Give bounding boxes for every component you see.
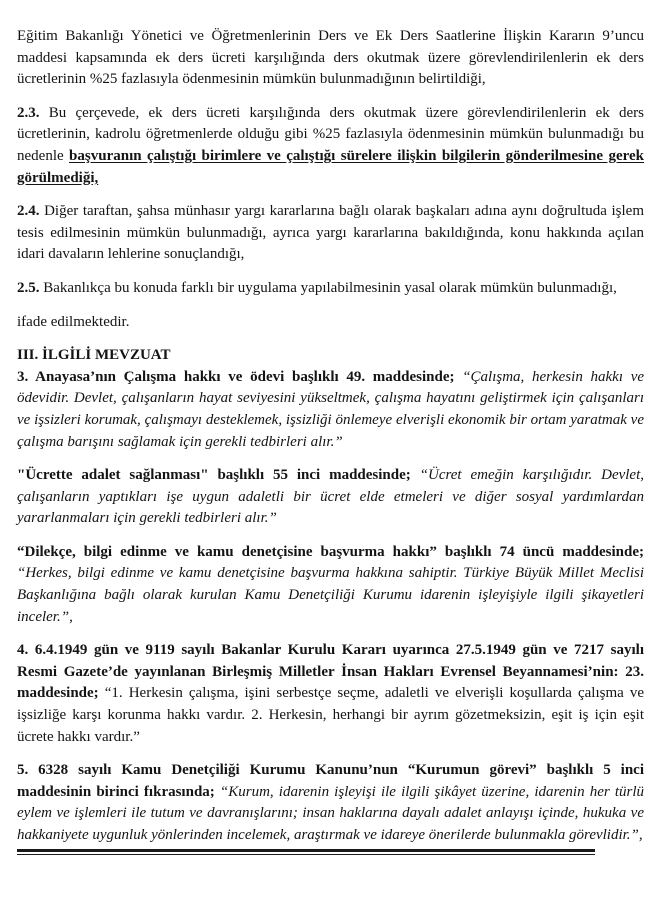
footer-separator [17,849,595,855]
quotation-run: “Kurum, idarenin işleyişi ile ilgili şikâyet üzerine, idarenin her türlü eylem ve işlemleri ile tutum ve davranışlarını; insan haklarına dayalı adalet anlayışı içinde, hukuka ve hakkaniyete uygunluk yönlerinden incelemek, araştırmak ve idareye önerilerde bulunmakla görevlidir.”, [17,783,644,843]
clause-number: 2.4. [17,203,40,220]
paragraph-clause-anayasa-55 [17,465,644,530]
clause-lead: 5. 6328 sayılı Kamu Denetçiliği Kurumu Kanunu’nun “Kurumun görevi” başlıklı 5 inci maddesinin birinci fıkrasında; [17,762,644,800]
paragraph-intro-continuation [17,26,644,91]
paragraph-clause-2-4 [17,201,644,266]
paragraph-clause-2-3 [17,103,644,189]
section-heading-label: III. İLGİLİ MEVZUAT [17,347,171,364]
quotation-run: “Çalışma, herkesin hakkı ve ödevidir. Devlet, çalışanların hayat seviyesini yükseltmek, çalışma hayatını geliştirmek için çalışanları ve işsizleri korumak, çalışmayı desteklemek, işsizliği önlemeye elverişli ekonomik bir ortam yaratmak ve çalışma barışını sağlamak için gerekli tedbirleri alır.” [17,368,645,450]
quotation-run: “1. Herkesin çalışma, işini serbestçe seçme, adaletli ve elverişli koşullarda çalışma ve işsizliğe karşı korunma hakkı vardır. 2. Herkesin, herhangi bir ayrım gözetmeksizin, eşit iş için eşit ücrete hakkı vardır.” [17,685,645,745]
clause-number: 2.3. [17,104,40,121]
clause-lead: 4. 6.4.1949 gün ve 9119 sayılı Bakanlar Kurulu Kararı uyarınca 27.5.1949 gün ve 7217 sayılı Resmi Gazete’de yayınlanan Birleşmiş Milletler İnsan Hakları Evrensel Beyannamesi’nin: 23. maddesinde; [17,642,644,702]
paragraph-clause-2-5 [17,278,644,300]
paragraph-clause-4-bm-beyannamesi [17,640,644,748]
text-run: Bu çerçevede, ek ders ücreti karşılığında ders okutmak üzere görevlendirilenlerin ek ders ücretlerinin, kadrolu öğretmenlerde olduğu gibi %25 fazlasıyla ödenmesinin mümkün bulunmadığı bu nedenle [17,104,644,164]
quotation-run: “Ücret emeğin karşılığıdır. Devlet, çalışanların yaptıkları işe uygun adaletli bir ücret elde etmeleri ve diğer sosyal yardımlardan yararlanmaları için gerekli tedbirleri alır.” [17,467,645,527]
paragraph-clause-5-kdk-kanunu [17,760,644,846]
clause-lead: “Dilekçe, bilgi edinme ve kamu denetçisine başvurma hakkı” başlıklı 74 üncü maddesinde; [17,543,644,560]
text-run: ifade edilmektedir. [17,313,130,330]
emphasized-underlined-run: başvuranın çalıştığı birimlere ve çalıştığı sürelere ilişkin bilgilerin gönderilmesine gerek görülmediği, [17,147,645,186]
clause-lead: 3. Anayasa’nın Çalışma hakkı ve ödevi başlıklı 49. maddesinde; [17,368,455,385]
paragraph-clause-anayasa-74 [17,542,644,628]
clause-number: 2.5. [17,279,40,296]
text-run: Diğer taraftan, şahsa münhasır yargı kararlarına bağlı olarak başkaları adına aynı doğrultuda işlem tesis edilmesinin mümkün bulunmadığı, ayrıca yargı kararlarına bakıldığında, konu hakkında açılan idari davaların lehlerine sonuçlandığı, [17,203,645,263]
quotation-run: “Herkes, bilgi edinme ve kamu denetçisine başvurma hakkına sahiptir. Türkiye Büyük Millet Meclisi Başkanlığına bağlı olarak kurulan Kamu Denetçiliği Kurumu idarenin işleyişiyle ilgili şikayetleri inceler.”, [17,565,644,625]
paragraph-closing-line [17,312,644,334]
text-run: Bakanlıkça bu konuda farklı bir uygulama yapılabilmesinin yasal olarak mümkün bulunmadığı, [43,279,617,296]
text-run: Eğitim Bakanlığı Yönetici ve Öğretmenlerinin Ders ve Ek Ders Saatlerine İlişkin Kararın 9’uncu maddesi kapsamında ek ders ücreti karşılığında ders okutmak üzere görevlendirilenlerin ek ders ücretlerinin %25 fazlasıyla ödenmesinin mümkün bulunmadığının belirtildiği, [17,28,644,88]
clause-lead: "Ücrette adalet sağlanması" başlıklı 55 inci maddesinde; [17,467,411,484]
section-heading [17,345,644,367]
paragraph-clause-3-anayasa-49 [17,367,644,453]
